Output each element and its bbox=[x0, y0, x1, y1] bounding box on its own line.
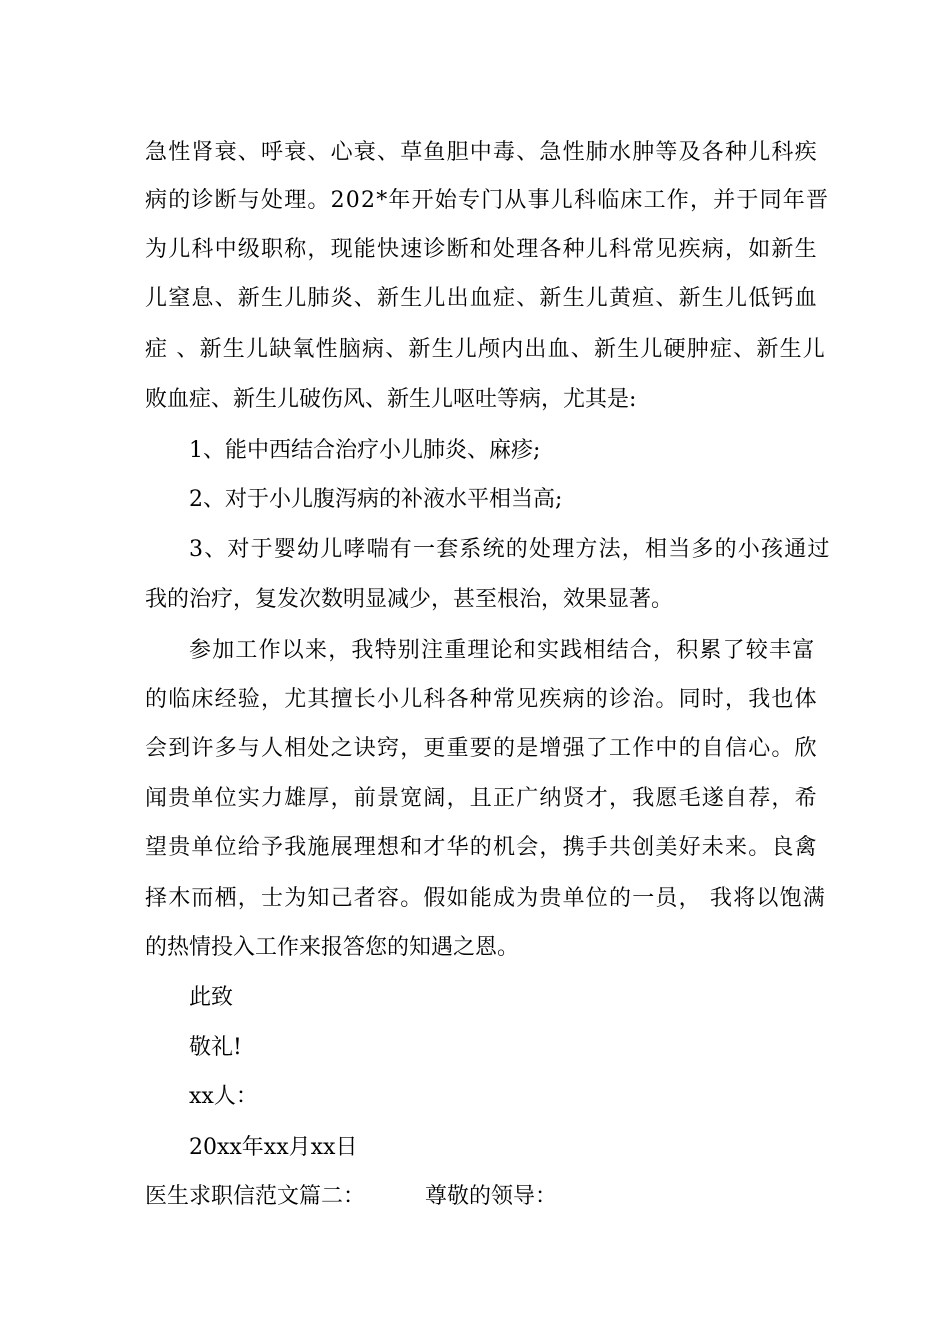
closing-salute: 此致 bbox=[189, 985, 234, 1010]
paragraph-line-5: 望贵单位给予我施展理想和才华的机会，携手共创美好未来。良禽 bbox=[145, 835, 818, 860]
closing-respect: 敬礼! bbox=[189, 1035, 242, 1060]
signature: xx人： bbox=[189, 1084, 258, 1109]
section-heading-row bbox=[145, 1182, 557, 1212]
section-greeting: 尊敬的领导： bbox=[425, 1184, 558, 1209]
paragraph-line-2: 的临床经验，尤其擅长小儿科各种常见疾病的诊治。同时，我也体 bbox=[145, 687, 818, 712]
list-item-1: 1、能中西结合治疗小儿肺炎、麻疹; bbox=[189, 438, 541, 463]
section-title: 医生求职信范文篇二： bbox=[145, 1184, 366, 1209]
list-item-3-line-1: 3、对于婴幼儿哮喘有一套系统的处理方法，相当多的小孩通过 bbox=[189, 537, 831, 562]
body-line-6: 败血症、新生儿破伤风、新生儿呕吐等病，尤其是: bbox=[145, 387, 637, 412]
signature-date: 20xx年xx月xx日 bbox=[189, 1135, 358, 1160]
body-line-3: 为儿科中级职称，现能快速诊断和处理各种儿科常见疾病，如新生 bbox=[145, 237, 818, 262]
body-line-4: 儿窒息、新生儿肺炎、新生儿出血症、新生儿黄疸、新生儿低钙血 bbox=[145, 286, 818, 311]
paragraph-line-7: 的热情投入工作来报答您的知遇之恩。 bbox=[145, 935, 520, 960]
paragraph-line-6: 择木而栖，士为知己者容。假如能成为贵单位的一员， 我将以饱满 bbox=[145, 886, 826, 911]
list-item-3-line-2: 我的治疗，复发次数明显减少，甚至根治，效果显著。 bbox=[145, 587, 674, 612]
body-line-1: 急性肾衰、呼衰、心衰、草鱼胆中毒、急性肺水肿等及各种儿科疾 bbox=[145, 140, 818, 165]
paragraph-line-1: 参加工作以来，我特别注重理论和实践相结合，积累了较丰富 bbox=[189, 638, 816, 663]
body-line-5: 症 、新生儿缺氧性脑病、新生儿颅内出血、新生儿硬肿症、新生儿 bbox=[145, 337, 826, 362]
paragraph-line-3: 会到许多与人相处之诀窍，更重要的是增强了工作中的自信心。欣 bbox=[145, 736, 818, 761]
body-line-2: 病的诊断与处理。202*年开始专门从事儿科临床工作，并于同年晋 bbox=[145, 188, 830, 213]
paragraph-line-4: 闻贵单位实力雄厚，前景宽阔，且正广纳贤才，我愿毛遂自荐，希 bbox=[145, 786, 818, 811]
list-item-2: 2、对于小儿腹泻病的补液水平相当高; bbox=[189, 487, 563, 512]
